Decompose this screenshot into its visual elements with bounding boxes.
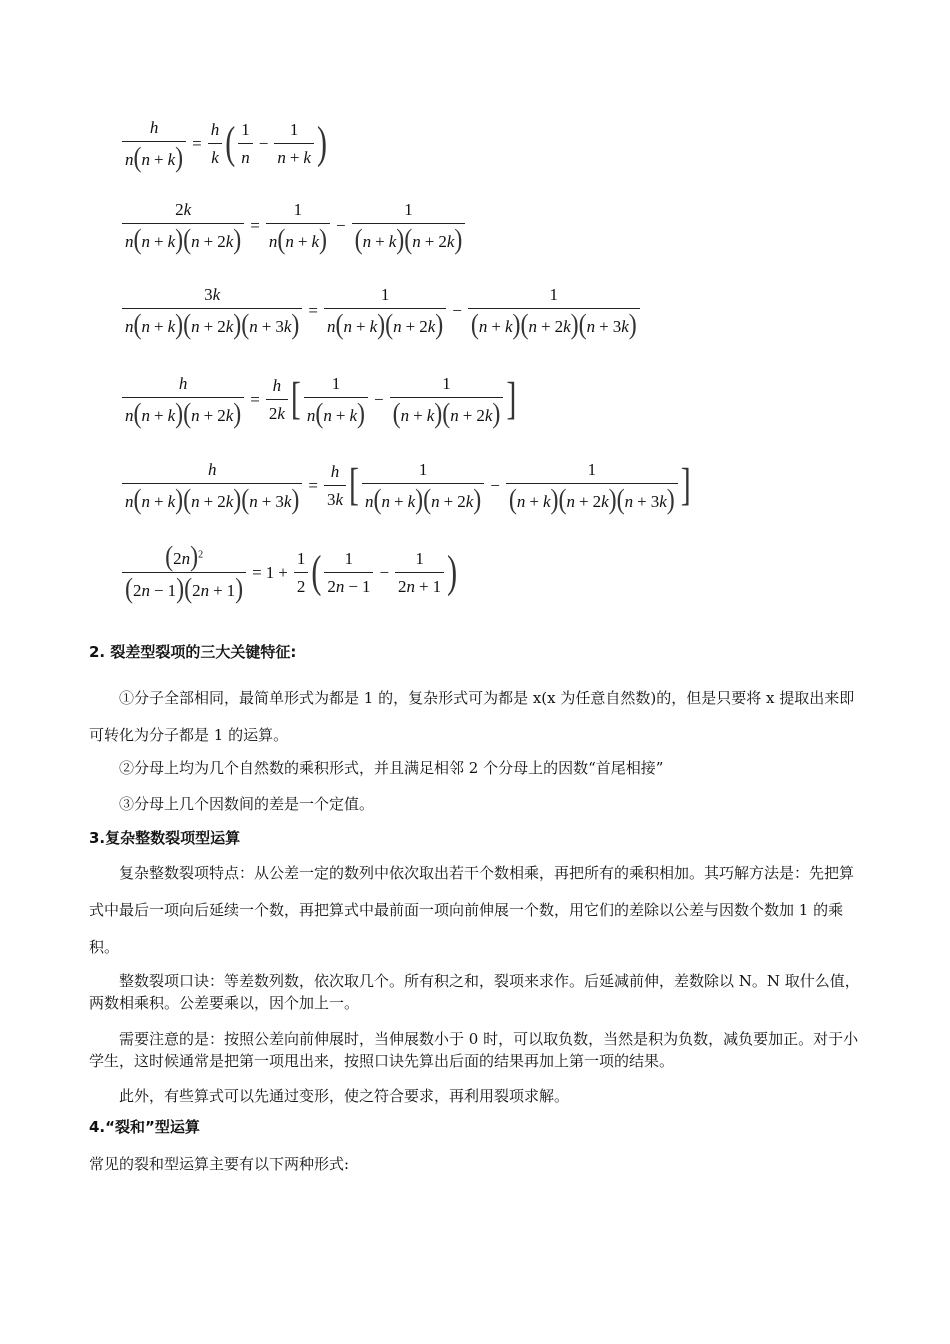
- formula-3: $\frac{3k}{n(n + k)(n + 2k)(n + 3k)}$ = $\frac{1}{n(n + k)(n + 2k)}$ − $\frac{1}{(n + k)(n + 2k)(n + 3k)}$: [120, 285, 642, 337]
- fraction: $\frac{1}{(n + k)(n + 2k)}$: [390, 374, 504, 426]
- section-3-para-3: 需要注意的是：按照公差向前伸展时，当伸展数小于 0 时，可以取负数，当然是积为负数，减负要加正。对于小学生，这时候通常是把第一项甩出来，按照口诀先算出后面的结果再加上第一项的结果。: [89, 1030, 859, 1070]
- fraction: $\frac{h}{k}$: [208, 120, 223, 168]
- fraction: $\frac{h}{2k}$: [266, 376, 288, 424]
- fraction: $\frac{1}{(n + k)(n + 2k)(n + 3k)}$: [468, 285, 640, 337]
- fraction: $\frac{3k}{n(n + k)(n + 2k)(n + 3k)}$: [122, 285, 302, 337]
- section-3-para-2: 整数裂项口诀：等差数列数，依次取几个。所有积之和，裂项来求作。后延减前伸，差数除以 N。N 取什么值，两数相乘积。公差要乘以，因个加上一。: [89, 972, 860, 1012]
- section-3-para-1: 复杂整数裂项特点：从公差一定的数列中依次取出若干个数相乘，再把所有的乘积相加。其巧解方法是：先把算式中最后一项向后延续一个数，再把算式中最前面一项向前伸展一个数，用它们的差除以公差与因数个数加 1 的乘积。: [89, 864, 855, 956]
- fraction: $\frac{1}{n(n + k)(n + 2k)}$: [324, 285, 446, 337]
- formula-6: $\frac{(2n)^2}{(2n - 1)(2n + 1)}$ = 1 + $\frac{1}{2}$ ( $\frac{1}{2n - 1}$ − $\frac{1}{2n + 1}$ ): [120, 545, 458, 601]
- formula-5: $\frac{h}{n(n + k)(n + 2k)(n + 3k)}$ = $\frac{h}{3k}$ [ $\frac{1}{n(n + k)(n + 2k)}$ − $\frac{1}{(n + k)(n + 2k)(n + 3k)}$ ]: [120, 460, 692, 512]
- formula-4: $\frac{h}{n(n + k)(n + 2k)}$ = $\frac{h}{2k}$ [ $\frac{1}{n(n + k)}$ − $\frac{1}{(n + k)(n + 2k)}$ ]: [120, 374, 517, 426]
- section-4-para-1: 常见的裂和型运算主要有以下两种形式:: [89, 1155, 350, 1173]
- section-2-heading: 2. 裂差型裂项的三大关键特征:: [89, 643, 297, 661]
- section-2-item-3: ③分母上几个因数间的差是一个定值。: [119, 795, 375, 813]
- section-2-item-2: ②分母上均为几个自然数的乘积形式，并且满足相邻 2 个分母上的因数“首尾相接”: [119, 759, 664, 777]
- section-3-para-4: 此外，有些算式可以先通过变形，使之符合要求，再利用裂项求解。: [119, 1087, 570, 1105]
- fraction: $\frac{h}{n(n + k)}$: [122, 118, 186, 170]
- fraction: $\frac{1}{2}$: [294, 549, 309, 597]
- section-3-heading: 3.复杂整数裂项型运算: [89, 829, 241, 847]
- fraction: $\frac{1}{n + k}$: [274, 120, 314, 168]
- fraction: $\frac{1}{(n + k)(n + 2k)}$: [352, 200, 466, 252]
- fraction: $\frac{1}{2n + 1}$: [395, 549, 444, 597]
- fraction: $\frac{1}{2n - 1}$: [324, 549, 373, 597]
- fraction: $\frac{1}{(n + k)(n + 2k)(n + 3k)}$: [506, 460, 678, 512]
- fraction: $\frac{h}{n(n + k)(n + 2k)(n + 3k)}$: [122, 460, 302, 512]
- formula-1: $\frac{h}{n(n + k)}$ = $\frac{h}{k}$ ( $\frac{1}{n}$ − $\frac{1}{n + k}$ ): [120, 118, 328, 170]
- formula-2: $\frac{2k}{n(n + k)(n + 2k)}$ = $\frac{1}{n(n + k)}$ − $\frac{1}{(n + k)(n + 2k)}$: [120, 200, 467, 252]
- section-2-item-1: ①分子全部相同，最简单形式为都是 1 的，复杂形式可为都是 x(x 为任意自然数)的，但是只要将 x 提取出来即可转化为分子都是 1 的运算。: [89, 689, 855, 744]
- fraction: $\frac{1}{n(n + k)}$: [266, 200, 330, 252]
- fraction: $\frac{h}{n(n + k)(n + 2k)}$: [122, 374, 244, 426]
- fraction: $\frac{1}{n}$: [238, 120, 253, 168]
- fraction: $\frac{(2n)^2}{(2n - 1)(2n + 1)}$: [122, 545, 246, 601]
- fraction: $\frac{1}{n(n + k)(n + 2k)}$: [362, 460, 484, 512]
- fraction: $\frac{1}{n(n + k)}$: [304, 374, 368, 426]
- fraction: $\frac{h}{3k}$: [324, 462, 346, 510]
- fraction: $\frac{2k}{n(n + k)(n + 2k)}$: [122, 200, 244, 252]
- section-4-heading: 4.“裂和”型运算: [89, 1118, 200, 1136]
